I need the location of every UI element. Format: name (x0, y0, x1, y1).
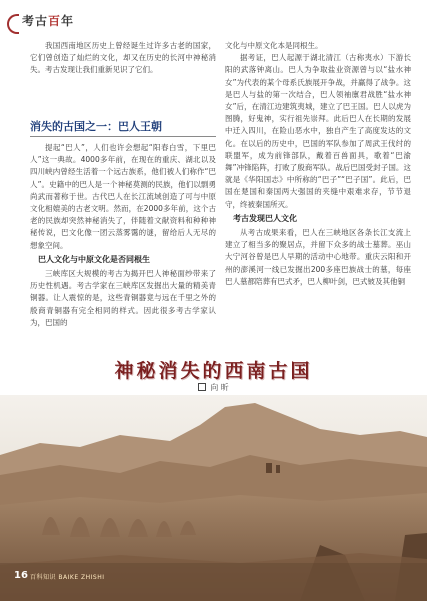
page-number: 16 (14, 570, 28, 581)
section-rule (30, 136, 216, 137)
paragraph-origin: 据考证，巴人起源于湖北清江（古称夷水）下游长阳的武落钟离山。巴人为争取盐业资源曾与以“盐水神女”为代表的某个母系氏族展开争战，并赢得了战争。这是巴人与盐的第一次结合，巴人领袖廪君战胜“盐水神女”后，在清江边建筑夷城，建立了巴王国。巴人以虎为图腾，好鬼神，实行祖先崇拜。此后巴人在长期的发展中迁入四川，在险山恶水中，独自产生了高度发达的文化。在以后的历史中，巴国的军队参加了周武王伐纣的联盟军，成为前锋部队，戴着百兽面具，歌着“巴渝舞”冲锋陷阵，打败了殷商军队。战后巴国受封子国。这就是《华阳国志》中所称的“巴子”“巴子国”。此后，巴国在楚国和秦国两大强国的夹缝中艰难求存，节节退守，终被秦国所灭。 (225, 53, 411, 209)
paragraph-findings: 从考古成果来看，巴人在三峡地区各条长江支流上建立了相当多的聚居点，并留下众多的战士墓葬。巫山大宁河谷曾是巴人早期的活动中心地带。重庆云阳和开州的澎溪河一线已发掘出200多座巴族战士的墓，每座巴人墓都陪葬有巴式矛，巴人柳叶剑，巴式铍及其他铜 (225, 228, 411, 286)
intro-paragraph: 我国西南地区历史上曾经诞生过许多古老的国家，它们曾创造了灿烂的文化，却又在历史的长河中神秘消失。考古发现让我们重新见识了它们。 (30, 41, 216, 75)
author-line: 向 昕 (0, 382, 427, 393)
ruins-landscape-image (0, 395, 427, 601)
footer-journal-mark: 百科知识 BAIKE ZHISHI (30, 574, 105, 581)
paragraph-three-gorges: 三峡库区大规模的考古为揭开巴人神秘面纱带来了历史性机遇。考古学家在三峡库区发掘出大量的精美青铜器。让人震惊的是，这些青铜器竟与远在千里之外的殷商青铜器有完全相同的样式。因此很多考古学家认为，巴国的 (30, 269, 216, 327)
subheading-common-root: 巴人文化与中原文化是否同根生 (38, 254, 150, 264)
column-logo-icon (7, 14, 19, 34)
page-header (0, 0, 427, 38)
left-column (30, 40, 216, 77)
subheading-archaeology: 考古发现巴人文化 (233, 213, 297, 223)
paragraph-continued: 文化与中原文化本是同根生。 (225, 41, 323, 50)
paragraph-ba-people: 提起“巴人”，人们也许会想起“阳春白雪，下里巴人”这一典故。4000多年前，在现在的重庆、湖北以及四川峡内曾经生活着一个远古族系，他们被人们称作“巴人”。史籍中的巴人是一个神秘莫测的民族，他们以剽勇尚武而著称于世。古代巴人在长江流域创造了可与中原文化相媲美的古老文明。然而，在2000多年前，这个古老的民族却突然神秘消失了，伴随着文献资料和种种神秘传说，巴文化像一团云蒸雾霭的谜，留给后人无尽的想象空间。 (30, 143, 216, 250)
column-logo-text: 考古百年 (22, 14, 75, 28)
left-column-body (30, 142, 216, 329)
section-title: 消失的古国之一：巴人王朝 (30, 120, 162, 133)
author-marker-icon (198, 383, 206, 391)
right-column (225, 40, 411, 288)
article-title: 神秘消失的西南古国 (114, 360, 313, 382)
